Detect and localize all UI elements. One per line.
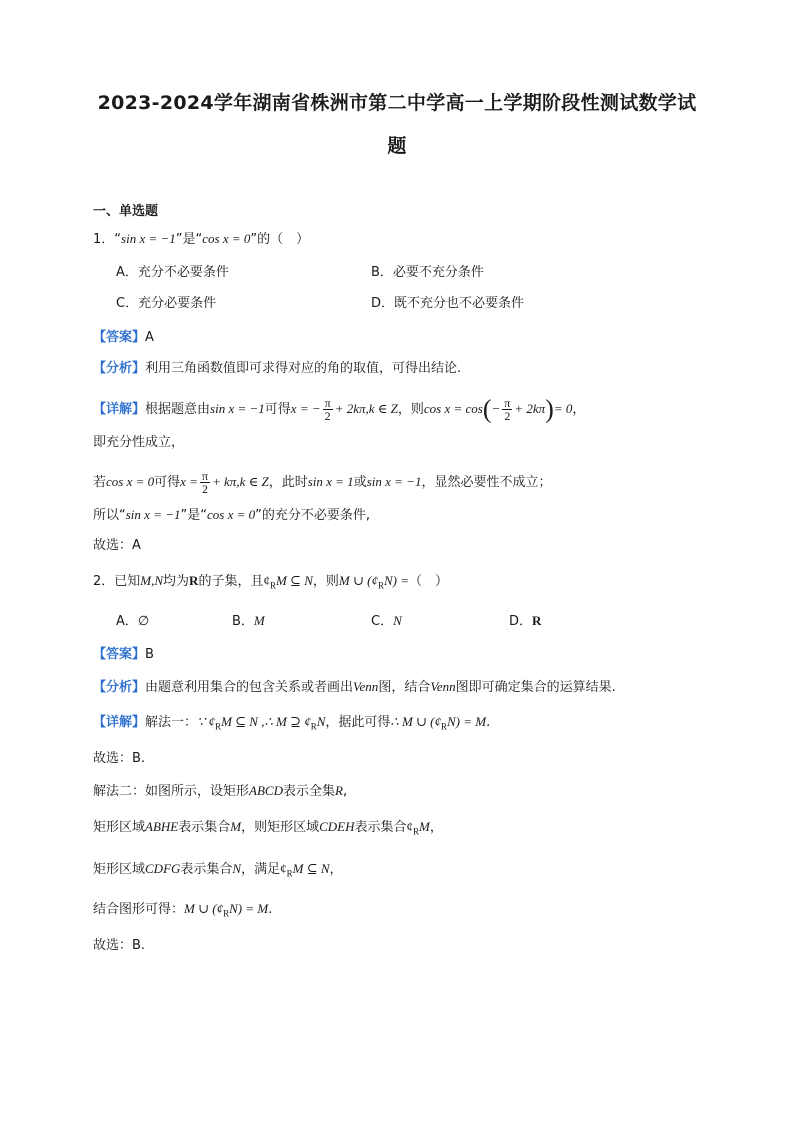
- math-expression: sin x = −1: [210, 401, 265, 416]
- stem-text: ”的（ ）: [250, 232, 310, 247]
- detail-line-4: [93, 818, 443, 841]
- subscript: R: [286, 868, 293, 879]
- detail-line-1: [93, 713, 490, 736]
- math-expression: N) =: [383, 573, 409, 588]
- question-number: 2．已知: [93, 574, 141, 589]
- math-expression: + 2kπ,k ∈ Z: [334, 401, 398, 416]
- detail-line-5: [93, 860, 343, 883]
- stem-text: （ ）: [409, 574, 449, 589]
- option-label: D．: [509, 614, 533, 629]
- detail-text: ”的充分不必要条件,: [255, 508, 370, 523]
- detail-text: 若: [93, 475, 107, 490]
- subscript: R: [215, 721, 222, 732]
- subscript: R: [441, 721, 448, 732]
- answer-line: [93, 646, 154, 664]
- detail-line-2: 故选：B.: [93, 751, 146, 766]
- detail-text: ，则: [397, 402, 424, 417]
- math-expression: + 2kπ: [514, 401, 546, 416]
- option-a: A．充分不必要条件: [116, 265, 229, 280]
- question-number: 1．: [93, 232, 115, 247]
- complement-symbol: ȼ: [263, 573, 270, 588]
- stem-text: 的子集，且: [198, 574, 264, 589]
- stem-text: ”是“: [175, 232, 203, 247]
- detail-tag: 【详解】: [93, 402, 146, 417]
- math-expression: CDEH: [319, 819, 355, 834]
- math-expression: sin x = −1: [125, 507, 181, 522]
- detail-tag: 【详解】: [93, 715, 146, 730]
- math-expression: R: [189, 573, 199, 588]
- math-expression: N: [232, 861, 242, 876]
- math-expression: M ∪ (ȼ: [184, 901, 224, 916]
- detail-text: 所以“: [93, 508, 126, 523]
- document-title-line1: 2023-2024学年湖南省株洲市第二中学高一上学期阶段性测试数学试: [97, 92, 697, 114]
- math-expression: + kπ,k ∈ Z: [212, 474, 269, 489]
- option-d: D．既不充分也不必要条件: [371, 296, 525, 311]
- detail-text: .: [268, 902, 273, 917]
- math-expression: −: [491, 401, 501, 416]
- detail-text: 或: [353, 475, 367, 490]
- detail-line-2: 即充分性成立，: [93, 435, 185, 450]
- subscript: R: [413, 826, 420, 837]
- answer-line: [93, 329, 154, 347]
- detail-text: 解法二：如图所示，设矩形: [93, 784, 250, 799]
- math-expression: M ⊆ N ,∴ M ⊇ ȼ: [221, 714, 311, 729]
- detail-text: ,: [342, 784, 348, 799]
- stem-text: ，则: [312, 574, 339, 589]
- detail-line-1: [93, 394, 586, 424]
- fraction: $\frac{\pi}{2}$: [201, 469, 209, 496]
- detail-text: ，显然必要性不成立；: [421, 475, 552, 490]
- option-value: M: [253, 613, 265, 628]
- math-expression: M ⊆ N: [292, 861, 330, 876]
- detail-text: ”是“: [180, 508, 207, 523]
- math-expression: sin x = −1: [366, 474, 422, 489]
- document-title-line2: 题: [387, 135, 407, 157]
- detail-text: 解法一：: [145, 715, 198, 730]
- detail-text: 矩形区域: [93, 820, 146, 835]
- option-label: B．: [232, 614, 254, 629]
- math-expression: M ∪ (ȼ: [338, 573, 378, 588]
- analysis-text: 图即可确定集合的运算结果.: [455, 680, 616, 695]
- quote-open: “: [114, 232, 122, 247]
- detail-text: 表示全集: [282, 784, 335, 799]
- math-expression: ABHE: [145, 819, 179, 834]
- analysis-tag: 【分析】: [93, 680, 146, 695]
- math-expression: Venn: [430, 679, 456, 694]
- math-expression: x = −: [290, 401, 321, 416]
- math-expression: M ⊆ N: [275, 573, 313, 588]
- math-expression: R: [334, 783, 343, 798]
- complement-symbol: ȼ: [280, 861, 287, 876]
- option-label: C．: [371, 614, 394, 629]
- math-expression: ABCD: [249, 783, 283, 798]
- detail-text: 结合图形可得：: [93, 902, 185, 917]
- detail-line-6: [93, 900, 272, 923]
- detail-line-3: [93, 782, 347, 801]
- detail-text: 表示集合: [180, 862, 233, 877]
- math-expression: cos x = 0: [202, 231, 251, 246]
- option-b: [232, 612, 265, 631]
- option-d: [509, 612, 541, 631]
- math-expression: Venn: [353, 679, 379, 694]
- analysis-text: 由题意利用集合的包含关系或者画出: [145, 680, 354, 695]
- detail-text: ，: [429, 820, 443, 835]
- math-expression: N) = M: [229, 901, 269, 916]
- option-c: C．充分必要条件: [116, 296, 217, 311]
- analysis-text: 图，结合: [378, 680, 431, 695]
- detail-text: 可得: [154, 475, 181, 490]
- detail-text: 表示集合: [354, 820, 407, 835]
- detail-text: 表示集合: [178, 820, 231, 835]
- analysis-line: [93, 678, 616, 697]
- subscript: R: [223, 908, 230, 919]
- math-expression: cos x = 0: [106, 474, 155, 489]
- option-c: [371, 612, 402, 631]
- fraction: $\frac{\pi}{2}$: [324, 396, 331, 423]
- detail-text: ，据此可得: [325, 715, 391, 730]
- detail-line-3: [93, 470, 551, 495]
- analysis-line: [93, 360, 461, 378]
- subscript: R: [377, 580, 384, 591]
- fraction: $\frac{\pi}{2}$: [504, 396, 511, 423]
- detail-text: ，此时: [268, 475, 308, 490]
- stem-text: 均为: [163, 574, 190, 589]
- analysis-tag: 【分析】: [93, 361, 146, 376]
- math-expression: M: [419, 819, 430, 834]
- question-2-stem: [93, 572, 448, 595]
- detail-line-4: [93, 506, 370, 525]
- subscript: R: [269, 580, 276, 591]
- detail-text: ，满足: [241, 862, 281, 877]
- detail-text: ，: [329, 862, 343, 877]
- answer-tag: 【答案】: [93, 647, 146, 662]
- right-paren: ): [545, 394, 554, 424]
- option-label: A．: [116, 614, 138, 629]
- question-1-stem: [93, 230, 309, 249]
- detail-text: ，: [572, 402, 586, 417]
- detail-text: 根据题意由: [145, 402, 211, 417]
- detail-text: .: [486, 715, 491, 730]
- left-paren: (: [482, 394, 492, 424]
- math-expression: CDFG: [145, 861, 181, 876]
- option-value: ∅: [137, 613, 150, 628]
- subscript: R: [310, 721, 317, 732]
- math-expression: N) = M: [447, 714, 487, 729]
- math-expression: x =: [180, 474, 198, 489]
- math-expression: ∴ M ∪ (ȼ: [390, 714, 441, 729]
- option-value: N: [393, 613, 402, 628]
- analysis-text: 利用三角函数值即可求得对应的角的取值，可得出结论.: [145, 361, 462, 376]
- math-expression: M: [230, 819, 242, 834]
- complement-symbol: ȼ: [406, 819, 414, 834]
- detail-text: ，则矩形区域: [241, 820, 320, 835]
- detail-text: 可得: [264, 402, 291, 417]
- answer-value: A: [145, 330, 154, 345]
- math-expression: cos x = 0: [206, 507, 256, 522]
- section-heading: 一、单选题: [93, 204, 159, 219]
- detail-line-5: 故选：A: [93, 538, 141, 553]
- math-expression: M,N: [140, 573, 164, 588]
- detail-line-7: 故选：B.: [93, 938, 146, 953]
- option-b: B．必要不充分条件: [371, 265, 484, 280]
- math-expression: = 0: [553, 401, 573, 416]
- math-expression: ∵ ȼ: [197, 714, 216, 729]
- math-expression: sin x = 1: [307, 474, 354, 489]
- math-expression: N: [316, 714, 326, 729]
- math-expression: cos x = cos: [423, 401, 483, 416]
- answer-value: B: [145, 647, 154, 662]
- answer-tag: 【答案】: [93, 330, 146, 345]
- option-value: R: [532, 613, 542, 628]
- detail-text: 矩形区域: [93, 862, 146, 877]
- option-a: [116, 612, 149, 631]
- math-expression: sin x = −1: [121, 231, 176, 246]
